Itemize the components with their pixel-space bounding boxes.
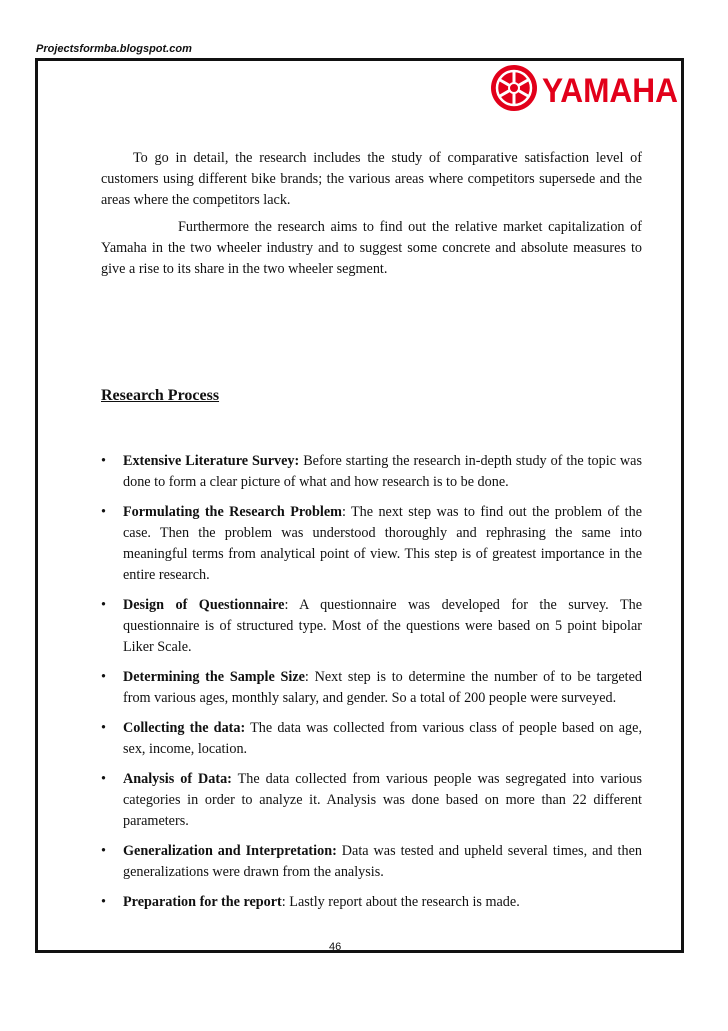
list-item: • Preparation for the report: Lastly report about the research is made. [101,892,642,913]
tuning-fork-emblem-icon [491,65,537,111]
bullet-icon: • [101,504,106,520]
list-item: • Collecting the data: The data was collected from various class of people based on age, sex, income, location. [101,720,642,757]
list-item: • Generalization and Interpretation: Data was tested and upheld several times, and then generalizations were drawn from the analysis. [101,843,642,880]
bullet-icon: • [101,843,106,859]
bullet-icon: • [101,453,106,469]
site-url: Projectsformba.blogspot.com [36,43,192,55]
yamaha-logo [490,64,680,112]
list-item: • Design of Questionnaire: A questionnaire was developed for the survey. The questionnaire is of structured type. Most of the questions were based on 5 point bipolar Liker Scale. [101,597,642,655]
bullet-icon: • [101,771,106,787]
list-item: • Analysis of Data: The data collected from various people was segregated into various categories in order to analyze it. Analysis was done based on more than 22 different parameters. [101,771,642,829]
list-item: • Determining the Sample Size: Next step is to determine the number of to be targeted from various ages, monthly salary, and gender. So a total of 200 people were surveyed. [101,669,642,706]
logo-wordmark: YAMAHA [542,72,678,110]
bullet-icon: • [101,894,106,910]
list-item: • Extensive Literature Survey: Before starting the research in-depth study of the topic was done to form a clear picture of what and how research is to be done. [101,453,642,490]
bullet-icon: • [101,669,106,685]
page-number: 46 [329,941,342,953]
bullet-icon: • [101,720,106,736]
intro-paragraph-2: Furthermore the research aims to find out the relative market capitalization of Yamaha in the two wheeler industry and to suggest some concrete and absolute measures to give a rise to its share in the two wheeler segment. [101,219,642,277]
section-heading: Research Process [101,387,220,404]
list-item: • Formulating the Research Problem: The next step was to find out the problem of the case. Then the problem was understood thoroughly and rephrasing the same into meaningful terms from analytical point of view. This step is of greatest importance in the entire research. [101,504,642,583]
research-process-list [101,451,642,922]
intro-paragraph-1: To go in detail, the research includes the study of comparative satisfaction level of customers using different bike brands; the various areas where competitors supersede and the areas where the competitors lack. [101,150,642,208]
bullet-icon: • [101,597,106,613]
